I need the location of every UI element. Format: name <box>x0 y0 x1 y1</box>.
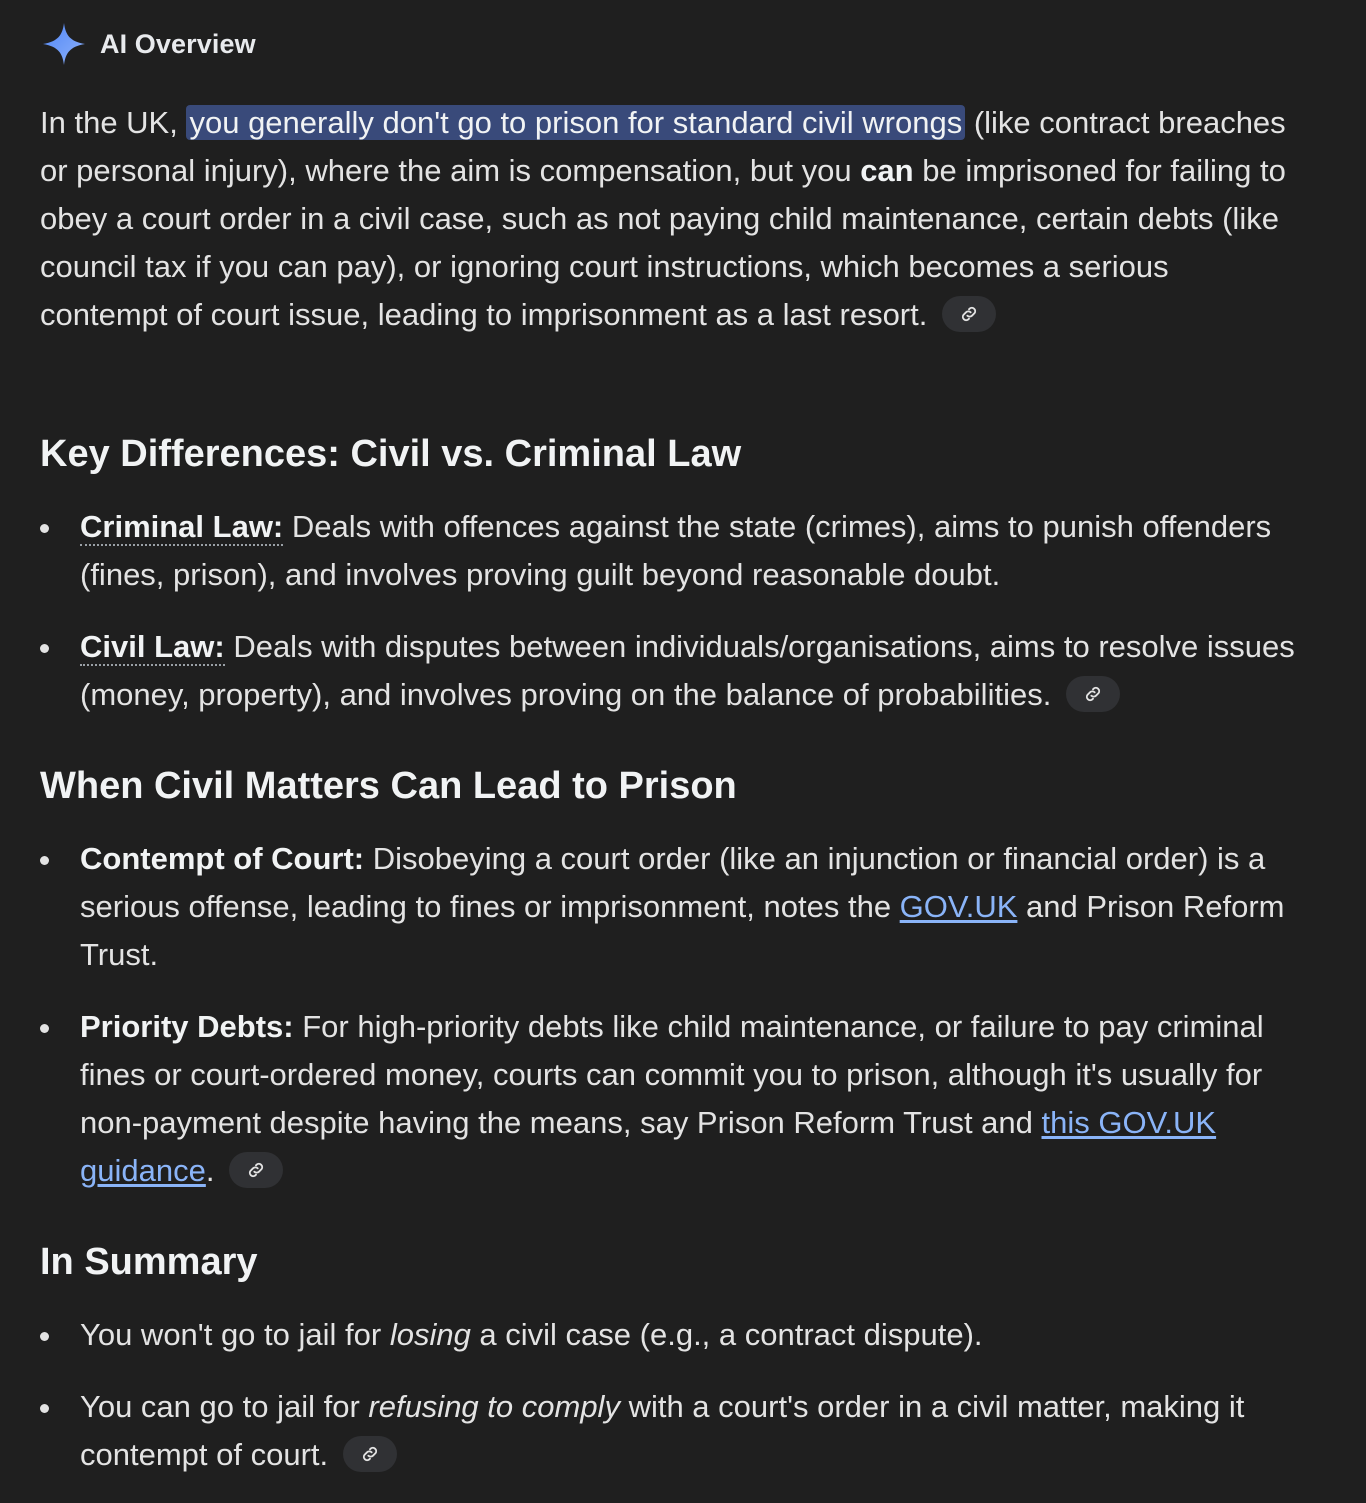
list-item-text: a civil case (e.g., a contract dispute). <box>470 1317 983 1352</box>
source-link-chip[interactable] <box>343 1436 397 1472</box>
ai-overview-title: AI Overview <box>100 28 256 59</box>
link-icon <box>959 304 979 324</box>
intro-text-after: be imprisoned for failing to obey a court order in a civil case, such as not paying child maintenance, certain debts (like council tax if you can pay), or ignoring court instructions, which becomes a serious contempt of court issue, leading to imprisonment as a last resort. <box>40 153 1286 332</box>
link-icon <box>246 1160 266 1180</box>
list-item <box>40 503 1300 599</box>
link-icon <box>360 1444 380 1464</box>
differences-list <box>40 503 1300 743</box>
list-item-text: Deals with disputes between individuals/organisations, aims to resolve issues (money, property), and involves proving on the balance of probabilities. <box>80 629 1295 712</box>
list-item-text: with a court's order in a civil matter, making it contempt of court. <box>80 1389 1245 1472</box>
bullet <box>40 1404 49 1413</box>
intro-paragraph <box>40 99 1290 339</box>
list-item <box>40 1311 1300 1359</box>
list-item <box>40 623 1300 719</box>
list-item-text: You can go to jail for <box>80 1389 369 1424</box>
section-heading-civil-prison: When Civil Matters Can Lead to Prison <box>40 765 737 807</box>
bullet <box>40 1024 49 1033</box>
civil-prison-list <box>40 835 1300 1219</box>
list-item-text: Disobeying a court order (like an injunction or financial order) is a serious offense, leading to fines or imprisonment, notes the <box>80 841 1266 924</box>
ai-overview-header <box>42 22 256 66</box>
intro-text-before: In the UK, <box>40 105 187 140</box>
bullet <box>40 856 49 865</box>
intro-bold-can: can <box>860 153 914 188</box>
emphasis-text: losing <box>389 1317 471 1352</box>
emphasis-text: refusing to comply <box>368 1389 620 1424</box>
list-item-text: Deals with offences against the state (crimes), aims to punish offenders (fines, prison), and involves proving guilt beyond reasonable doubt. <box>80 509 1272 592</box>
gov-uk-guidance-link[interactable]: this GOV.UK guidance <box>80 1105 1217 1188</box>
list-item <box>40 1003 1300 1195</box>
link-icon <box>1083 684 1103 704</box>
list-item-text: For high-priority debts like child maintenance, or failure to pay criminal fines or court-ordered money, courts can commit you to prison, although it's usually for non-payment despite having the means, say Prison Reform Trust and <box>80 1009 1264 1140</box>
intro-text-mid: (like contract breaches or personal injury), where the aim is compensation, but you <box>40 105 1286 188</box>
bullet <box>40 1332 49 1341</box>
section-heading-differences: Key Differences: Civil vs. Criminal Law <box>40 433 742 475</box>
source-link-chip[interactable] <box>1066 676 1120 712</box>
term-priority-debts: Priority Debts: <box>80 1009 294 1044</box>
source-link-chip[interactable] <box>229 1152 283 1188</box>
list-item <box>40 1383 1300 1479</box>
sparkle-icon <box>42 22 86 66</box>
list-item-text: . <box>205 1153 215 1188</box>
bullet <box>40 524 49 533</box>
source-link-chip[interactable] <box>942 296 996 332</box>
term-contempt-of-court: Contempt of Court: <box>80 841 365 876</box>
list-item-text: You won't go to jail for <box>80 1317 390 1352</box>
gov-uk-link[interactable]: GOV.UK <box>899 889 1018 924</box>
list-item-text: and Prison Reform Trust. <box>80 889 1285 972</box>
bullet <box>40 644 49 653</box>
highlighted-answer[interactable]: you generally don't go to prison for standard civil wrongs <box>186 105 965 140</box>
section-heading-summary: In Summary <box>40 1241 258 1283</box>
list-item <box>40 835 1300 979</box>
term-civil-law[interactable]: Civil Law: <box>80 629 225 664</box>
term-criminal-law[interactable]: Criminal Law: <box>80 509 284 544</box>
summary-list <box>40 1311 1300 1503</box>
